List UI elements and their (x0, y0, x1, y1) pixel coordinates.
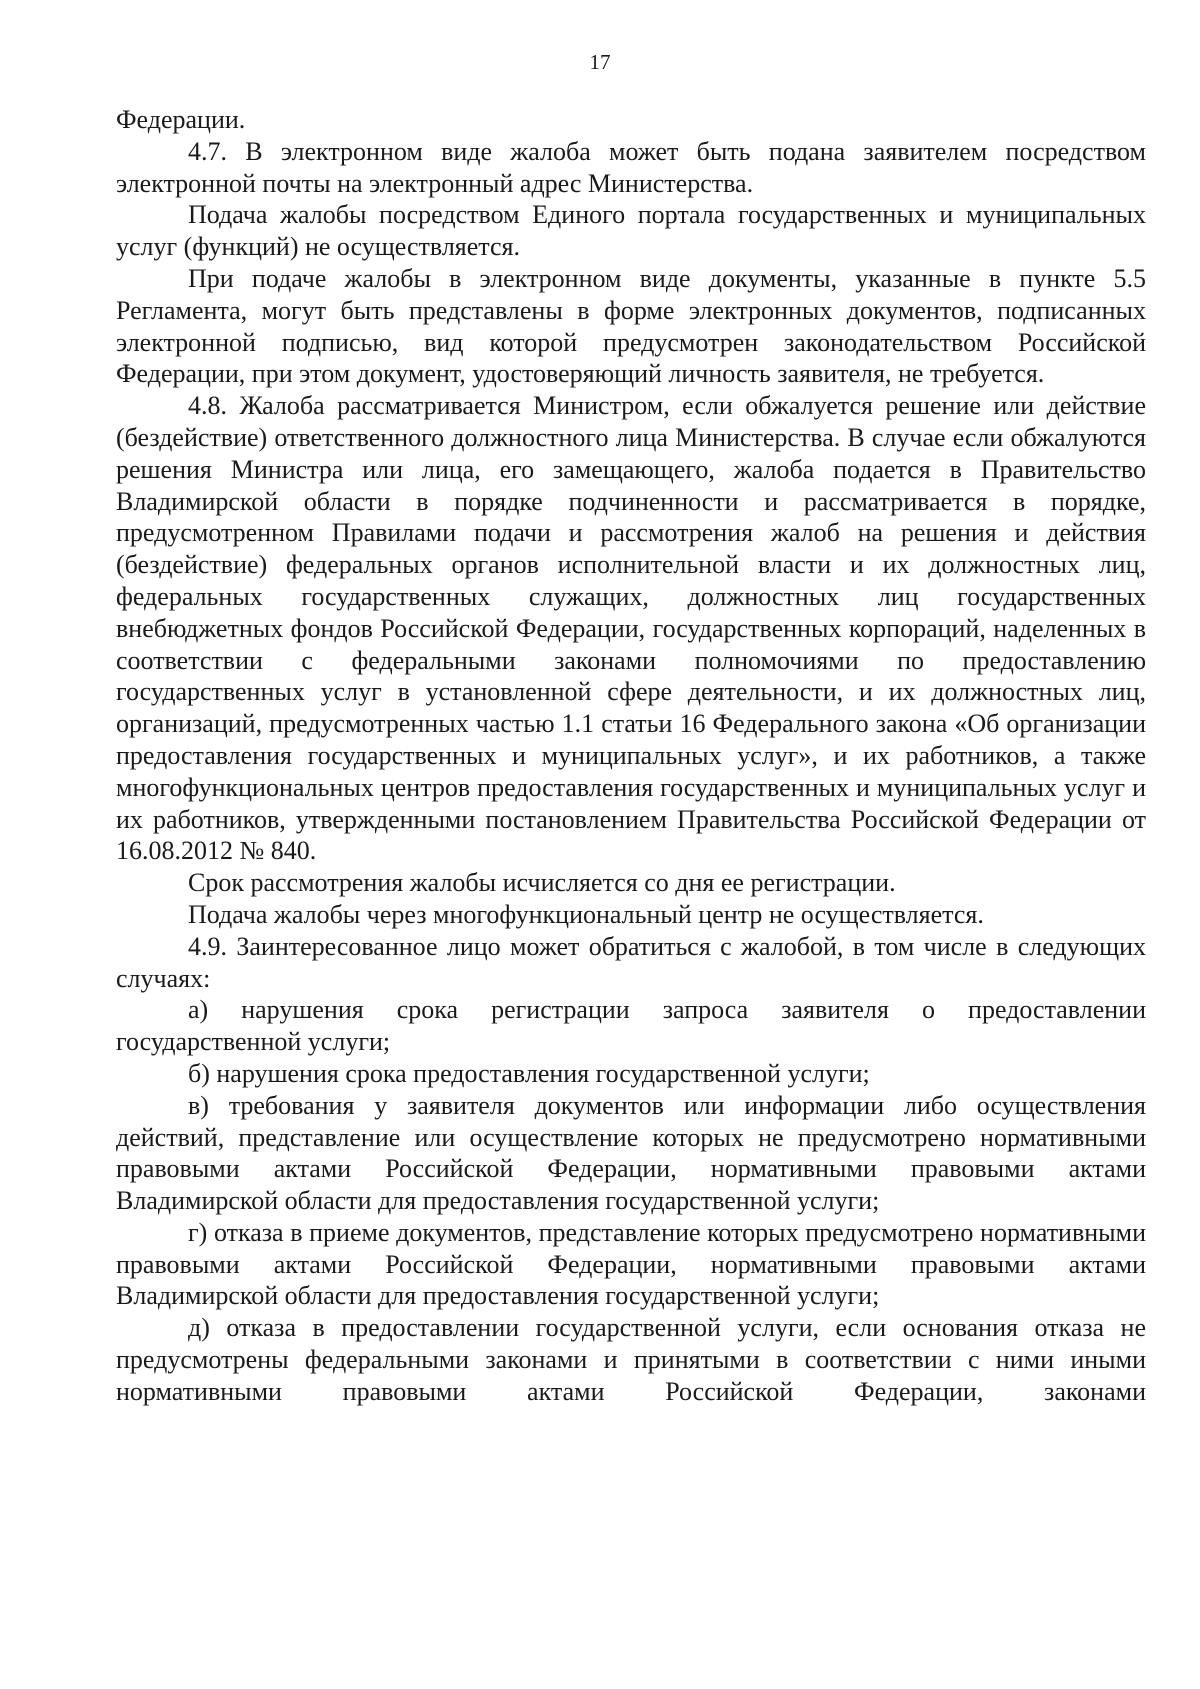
paragraph-portal-note: Подача жалобы посредством Единого портала государственных и муниципальных услуг (функций) не осуществляется. (116, 200, 1146, 262)
list-item-v: в) требования у заявителя документов или информации либо осуществления действий, представление или осуществление которых не предусмотрено нормативными правовыми актами Российской Федерации, нормативными правовыми актами Владимирской области для предоставления государственной услуги; (116, 1090, 1146, 1216)
paragraph-review-term: Срок рассмотрения жалобы исчисляется со дня ее регистрации. (188, 868, 896, 898)
paragraph-4-7: 4.7. В электронном виде жалоба может быть подана заявителем посредством электронной почты на электронный адрес Министерства. (116, 136, 1146, 198)
paragraph-4-8: 4.8. Жалоба рассматривается Министром, если обжалуется решение или действие (бездействие) ответственного должностного лица Министерства. В случае если обжалуются решения Министра или лица, его замещающего, жалоба подается в Правительство Владимирской области в порядке подчиненности и рассматривается в порядке, предусмотренном Правилами подачи и рассмотрения жалоб на решения и действия (бездействие) федеральных органов исполнительной власти и их должностных лиц, федеральных государственных служащих, должностных лиц государственных внебюджетных фондов Российской Федерации, государственных корпораций, наделенных в соответствии с федеральными законами полномочиями по предоставлению государственных услуг в установленной сфере деятельности, и их должностных лиц, организаций, предусмотренных частью 1.1 статьи 16 Федерального закона «Об организации предоставления государственных и муниципальных услуг», и их работников, а также многофункциональных центров предоставления государственных и муниципальных услуг и их работников, утвержденными постановлением Правительства Российской Федерации от 16.08.2012 № 840. (116, 391, 1146, 866)
list-item-d: д) отказа в предоставлении государственной услуги, если основания отказа не предусмотрены федеральными законами и принятыми в соответствии с ними иными нормативными правовыми актами Российской Федерации, законами (116, 1313, 1146, 1406)
paragraph-electronic-documents: При подаче жалобы в электронном виде документы, указанные в пункте 5.5 Регламента, могут быть представлены в форме электронных документов, подписанных электронной подписью, вид которой предусмотрен законодательством Российской Федерации, при этом документ, удостоверяющий личность заявителя, не требуется. (116, 263, 1146, 389)
paragraph-continuation: Федерации. (116, 105, 246, 134)
paragraph-mfc-note: Подача жалобы через многофункциональный центр не осуществляется. (188, 899, 984, 929)
list-item-a: а) нарушения срока регистрации запроса заявителя о предоставлении государственной услуги; (116, 995, 1146, 1057)
list-item-g: г) отказа в приеме документов, представление которых предусмотрено нормативными правовыми актами Российской Федерации, нормативными правовыми актами Владимирской области для предоставления государственной услуги; (116, 1217, 1146, 1311)
page-number: 17 (589, 50, 611, 74)
list-item-b: б) нарушения срока предоставления государственной услуги; (188, 1058, 870, 1088)
document-body (116, 104, 1146, 1408)
paragraph-4-9: 4.9. Заинтересованное лицо может обратиться с жалобой, в том числе в следующих случаях: (116, 931, 1146, 993)
